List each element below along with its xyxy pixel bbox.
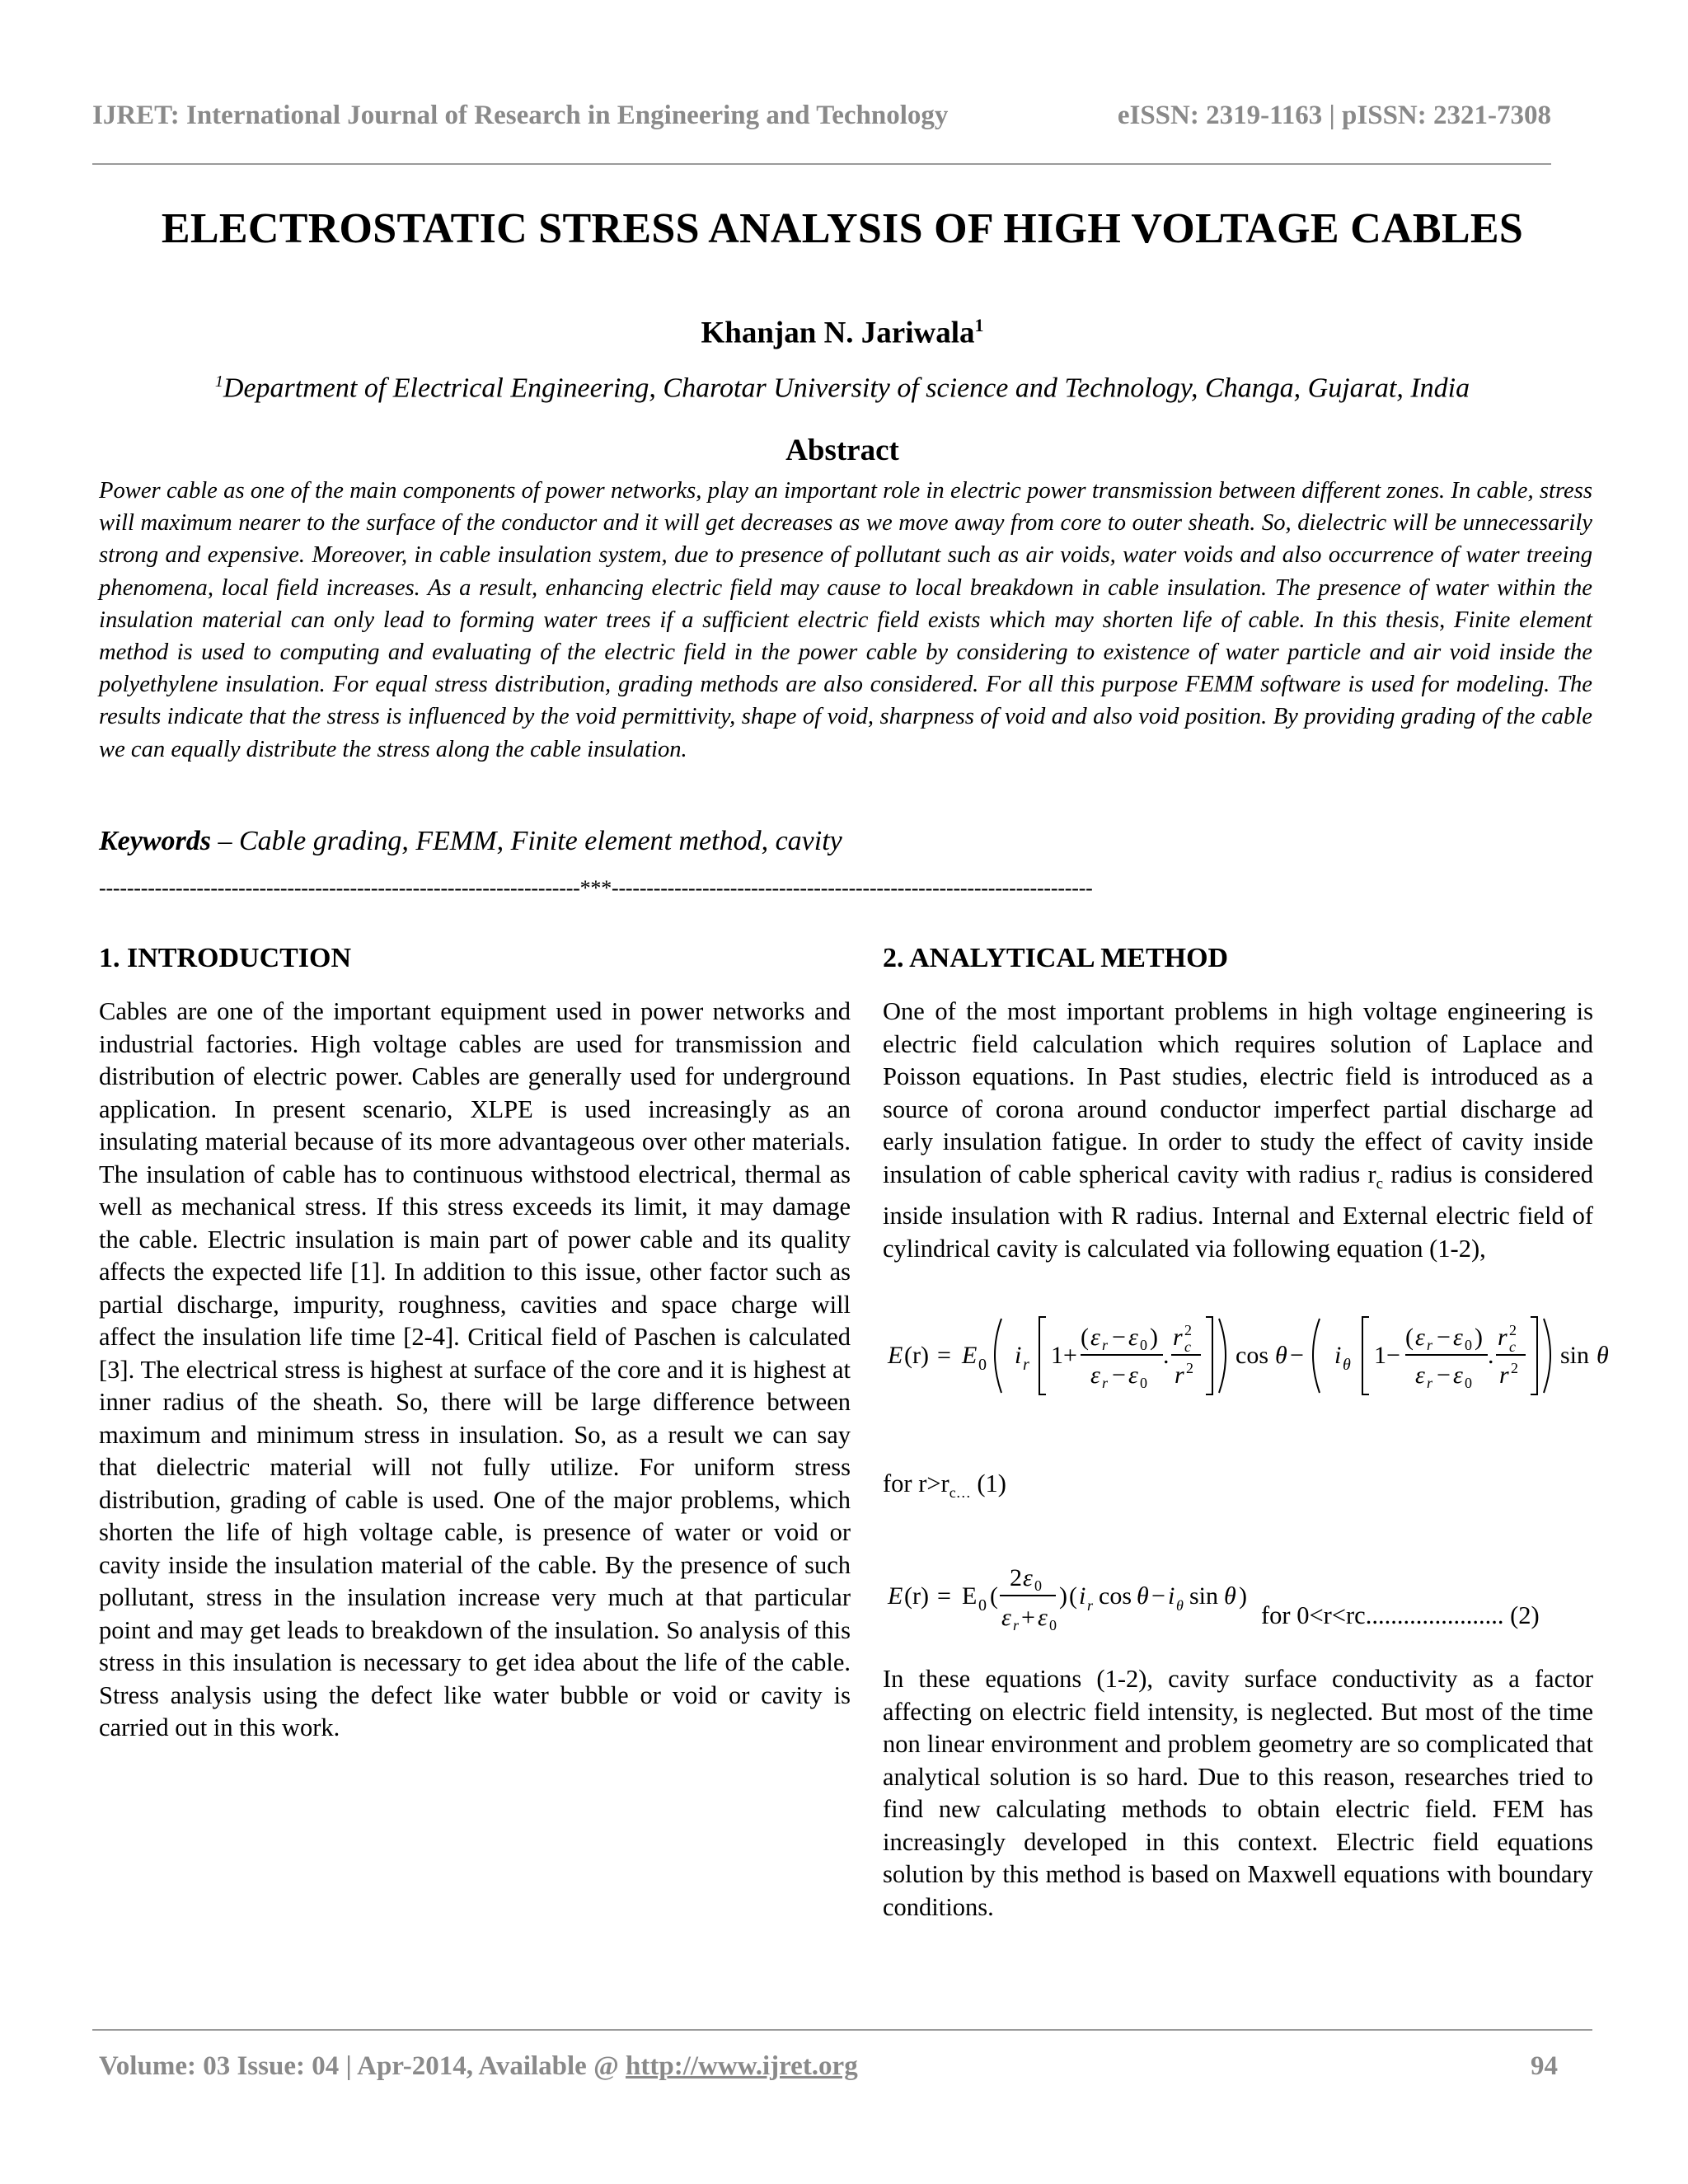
svg-text:r: r: [1023, 1356, 1029, 1374]
svg-text:(: (: [1081, 1324, 1089, 1351]
svg-text:2: 2: [1509, 1322, 1517, 1338]
eq1-label-sub: c…: [949, 1484, 971, 1502]
equation-2: [883, 1549, 1270, 1640]
svg-text:θ: θ: [1224, 1582, 1236, 1610]
svg-text:(r): (r): [904, 1342, 929, 1369]
svg-text:.: .: [1163, 1342, 1170, 1369]
volume-info: [99, 2047, 858, 2085]
svg-text:E: E: [962, 1582, 978, 1610]
svg-text:(r): (r): [904, 1582, 929, 1610]
svg-text:r: r: [1498, 1324, 1507, 1351]
analytical-paragraph-2: In these equations (1-2), cavity surface conductivity as a factor affecting on electric field intensity, is neglected. But most of the time non linear environment and problem geometry are so complicated that analytical solution is so hard. Due to this reason, researches tried to find new calculating methods to obtain electric field. FEM has increasingly developed in this context. Electric field equations solution by this method is based on Maxwell equations with boundary conditions.: [883, 1665, 1593, 1921]
svg-text:.: .: [1488, 1342, 1494, 1369]
analytical-paragraph-1: [883, 996, 1593, 1265]
section-separator: ---------------------------------------------------------------------***---------------------------------------------------------------------: [99, 876, 1093, 900]
eq1-label-b: (1): [970, 1469, 1006, 1497]
equation-1-label: [883, 1467, 1006, 1509]
svg-text:θ: θ: [1176, 1597, 1184, 1614]
svg-text:ε: ε: [1415, 1324, 1425, 1351]
svg-text:E: E: [962, 1342, 978, 1369]
left-column: [99, 940, 851, 1745]
equation-1: [883, 1296, 1625, 1411]
analytical-p1-sub: c: [1376, 1174, 1384, 1193]
svg-text:E: E: [888, 1342, 903, 1369]
svg-text:ε: ε: [1128, 1324, 1138, 1351]
abstract-heading: Abstract: [785, 434, 899, 467]
svg-text:r: r: [1173, 1324, 1183, 1351]
journal-name: IJRET: International Journal of Research in Engineering and Technology: [92, 101, 949, 130]
svg-text:cos: cos: [1236, 1342, 1268, 1369]
keywords: [99, 823, 1592, 860]
svg-text:E: E: [888, 1582, 903, 1610]
analytical-heading: 2. ANALYTICAL METHOD: [883, 943, 1229, 973]
svg-text:2: 2: [1511, 1360, 1518, 1376]
svg-text:−: −: [1437, 1361, 1451, 1389]
svg-text:0: 0: [1049, 1617, 1057, 1633]
eq1-label-a: for r>r: [883, 1469, 950, 1497]
svg-text:r: r: [1427, 1375, 1433, 1391]
issn: eISSN: 2319-1163 | pISSN: 2321-7308: [1117, 101, 1551, 130]
author-name: Khanjan N. Jariwala: [701, 316, 975, 350]
svg-text:0: 0: [978, 1356, 987, 1374]
author-line: [92, 307, 1592, 352]
svg-text:0: 0: [978, 1596, 987, 1615]
affiliation-sup: 1: [214, 373, 223, 391]
svg-text:ε: ε: [1090, 1324, 1100, 1351]
journal-link[interactable]: http://www.ijret.org: [626, 2051, 858, 2081]
svg-text:r: r: [1499, 1361, 1509, 1389]
page-footer: [99, 2047, 1558, 2085]
svg-text:): ): [1239, 1582, 1247, 1610]
svg-text:2: 2: [1184, 1322, 1192, 1338]
svg-text:i: i: [1079, 1582, 1086, 1610]
svg-text:ε: ε: [1023, 1564, 1033, 1591]
svg-text:): ): [1059, 1582, 1067, 1610]
svg-text:sin: sin: [1189, 1582, 1219, 1610]
svg-text:i: i: [1168, 1582, 1175, 1610]
svg-text:r: r: [1013, 1617, 1020, 1633]
affiliation-text: Department of Electrical Engineering, Charotar University of science and Technology, Changa, Gujarat, India: [223, 373, 1470, 404]
svg-text:): ): [1475, 1324, 1483, 1351]
header-rule: [92, 163, 1551, 165]
svg-text:(: (: [1405, 1324, 1414, 1351]
svg-text:2: 2: [1186, 1360, 1193, 1376]
svg-text:ε: ε: [1128, 1361, 1138, 1389]
svg-text:r: r: [1175, 1361, 1184, 1389]
svg-text:ε: ε: [1453, 1361, 1463, 1389]
svg-text:r: r: [1427, 1337, 1433, 1353]
svg-text:r: r: [1102, 1337, 1109, 1353]
svg-text:θ: θ: [1343, 1356, 1351, 1374]
svg-text:i: i: [1015, 1342, 1022, 1369]
page-number: 94: [1531, 2051, 1558, 2081]
svg-text:=: =: [937, 1342, 951, 1369]
svg-text:−: −: [1290, 1342, 1304, 1369]
analytical-p1-b: radius is considered inside insulation with R radius. Internal and External electric field of cylindrical cavity is calculated via following equation (1-2),: [883, 1160, 1593, 1263]
keywords-label: Keywords: [99, 826, 211, 856]
svg-text:ε: ε: [1038, 1604, 1048, 1631]
affiliation: [92, 363, 1592, 407]
svg-text:−: −: [1437, 1324, 1451, 1351]
keywords-text: – Cable grading, FEMM, Finite element method, cavity: [211, 826, 842, 856]
svg-text:r: r: [1087, 1597, 1094, 1614]
svg-text:i: i: [1334, 1342, 1342, 1369]
svg-text:(: (: [990, 1582, 998, 1610]
equation-2-label: for 0<r<rc...................... (2): [1261, 1601, 1540, 1629]
svg-text:c: c: [1509, 1338, 1516, 1355]
svg-text:0: 0: [1140, 1337, 1147, 1353]
svg-text:−: −: [1112, 1324, 1126, 1351]
intro-paragraph: Cables are one of the important equipment used in power networks and industrial factories. High voltage cables are used for transmission and distribution of electric power. Cables are generally used for underground application. In present scenario, XLPE is used increasingly as an insulating material because of its more advantageous over other materials. The insulation of cable has to continuous withstood electrical, thermal as well as mechanical stress. If this stress exceeds its limit, it may damage the cable. Electric insulation is main part of power cable and its quality affects the expected life [1]. In addition to this issue, other factor such as partial discharge, impurity, roughness, cavities and space charge will affect the insulation life time [2-4]. Critical field of Paschen is calculated [3]. The electrical stress is highest at surface of the core and it is highest at inner radius of the sheath. So, there will be large difference between maximum and minimum stress in insulation. So, as a result we can say that dielectric material will not fully utilize. For uniform stress distribution, grading of cable is used. One of the major problems, which shorten the life of high voltage cable, is presence of water or void or cavity inside the insulation material of the cable. By the presence of such pollutant, stress in the insulation increase very much at that particular point and may get leads to breakdown of the insulation. So analysis of this stress in this insulation is necessary to get idea about the life of the cable. Stress analysis using the defect like water bubble or void or cavity is carried out in this work.: [99, 997, 851, 1741]
svg-text:ε: ε: [1415, 1361, 1425, 1389]
svg-text:+: +: [1021, 1604, 1035, 1631]
intro-heading: 1. INTRODUCTION: [99, 943, 352, 973]
svg-text:1+: 1+: [1051, 1342, 1077, 1369]
svg-text:2: 2: [1010, 1564, 1022, 1591]
svg-text:cos: cos: [1099, 1582, 1132, 1610]
volume-text: Volume: 03 Issue: 04 | Apr-2014, Available @: [99, 2051, 626, 2081]
svg-text:θ: θ: [1275, 1342, 1287, 1369]
svg-text:0: 0: [1140, 1375, 1147, 1391]
svg-text:(: (: [1069, 1582, 1077, 1610]
svg-text:−: −: [1151, 1582, 1165, 1610]
svg-text:c: c: [1184, 1338, 1191, 1355]
svg-text:): ): [1150, 1324, 1158, 1351]
svg-text:ε: ε: [1453, 1324, 1463, 1351]
right-column: [883, 940, 1593, 1265]
author-sup: 1: [974, 315, 984, 335]
svg-text:0: 0: [1034, 1577, 1042, 1594]
abstract-text: Power cable as one of the main components of power networks, play an important role in electric power transmission between different zones. In cable, stress will maximum nearer to the surface of the conductor and it will get decreases as we move away from core to outer sheath. So, dielectric will be unnecessarily strong and expensive. Moreover, in cable insulation system, due to presence of pollutant such as air voids, water voids and also occurrence of water treeing phenomena, local field increases. As a result, enhancing electric field may cause to local breakdown in cable insulation. The presence of water within the insulation material can only lead to forming water trees if a sufficient electric field exists which may shorten life of cable. In this thesis, Finite element method is used to computing and evaluating of the electric field in the power cable by considering to existence of water particle and air void inside the polyethylene insulation. For equal stress distribution, grading methods are also considered. For all this purpose FEMM software is used for modeling. The results indicate that the stress is influenced by the void permittivity, shape of void, sharpness of void and also void position. By providing grading of the cable we can equally distribute the stress along the cable insulation.: [99, 478, 1592, 762]
svg-text:sin: sin: [1560, 1342, 1590, 1369]
analytical-p1-a: One of the most important problems in high voltage engineering is electric field calculation which requires solution of Laplace and Poisson equations. In Past studies, electric field is introduced as a source of corona around conductor imperfect partial discharge ad early insulation fatigue. In order to study the effect of cavity inside insulation of cable spherical cavity with radius r: [883, 997, 1593, 1188]
svg-text:ε: ε: [1001, 1604, 1011, 1631]
footer-rule: [92, 2029, 1592, 2031]
svg-text:θ: θ: [1597, 1342, 1609, 1369]
svg-text:=: =: [937, 1582, 951, 1610]
svg-text:0: 0: [1465, 1375, 1472, 1391]
svg-text:θ: θ: [1137, 1582, 1149, 1610]
paper-title: ELECTROSTATIC STRESS ANALYSIS OF HIGH VOLTAGE CABLES: [161, 205, 1524, 252]
svg-text:ε: ε: [1090, 1361, 1100, 1389]
running-header: [92, 97, 1551, 134]
svg-text:−: −: [1112, 1361, 1126, 1389]
svg-text:0: 0: [1465, 1337, 1472, 1353]
svg-text:r: r: [1102, 1375, 1109, 1391]
svg-text:1−: 1−: [1374, 1342, 1400, 1369]
